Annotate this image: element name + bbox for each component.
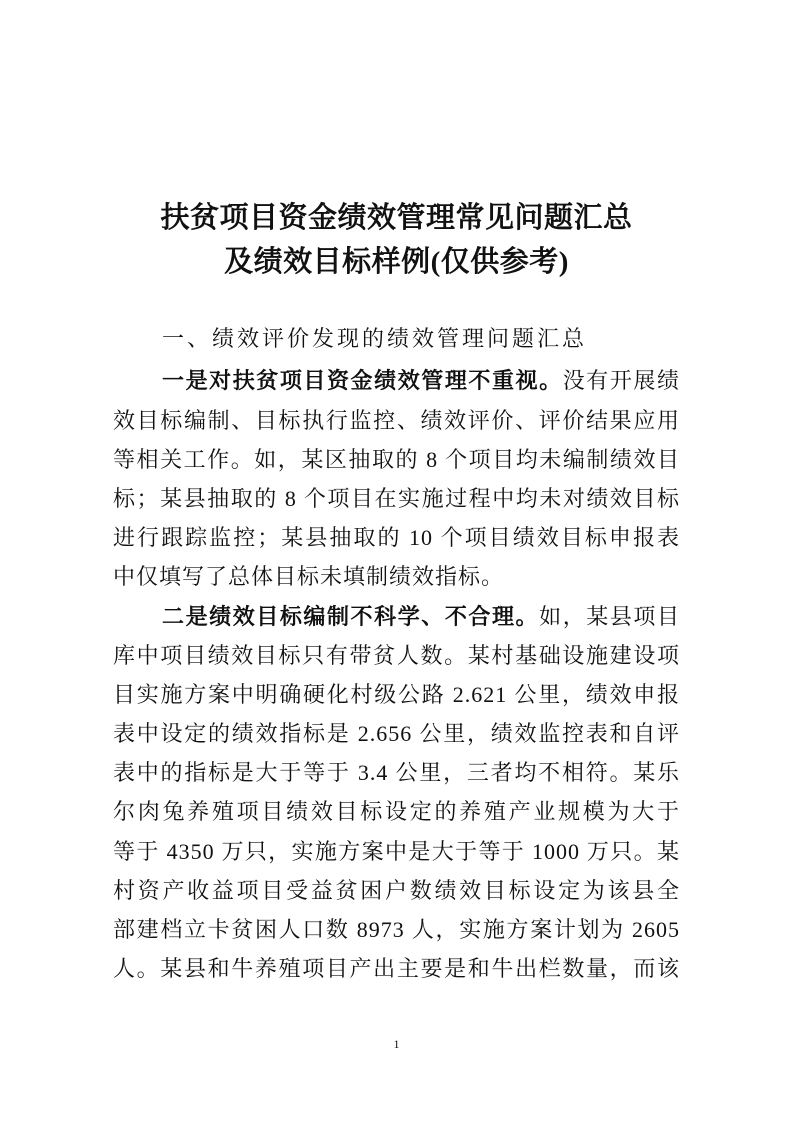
text-line: 等相关工作。如，某区抽取的 8 个项目均未编制绩效目: [113, 446, 680, 472]
paragraph-lead: 二是绩效目标编制不科学、不合理。: [162, 603, 540, 629]
text-line: 标；某县抽取的 8 个项目在实施过程中均未对绩效目标: [113, 485, 680, 511]
paragraph-2: [113, 597, 680, 989]
text-line: [113, 597, 680, 636]
text-line: 村资产收益项目受益贫困户数绩效目标设定为该县全: [113, 877, 680, 903]
text-line: 尔肉兔养殖项目绩效目标设定的养殖产业规模为大于: [113, 799, 680, 825]
text-run: 没有开展绩: [562, 368, 680, 394]
text-line: 等于 4350 万只，实施方案中是大于等于 1000 万只。某: [113, 838, 680, 864]
page-number: 1: [393, 1037, 400, 1051]
document-title: [0, 196, 793, 284]
section-heading: 一、绩效评价发现的绩效管理问题汇总: [162, 327, 588, 352]
paragraph-lead: 一是对扶贫项目资金绩效管理不重视。: [162, 368, 563, 394]
text-line: 进行跟踪监控；某县抽取的 10 个项目绩效目标申报表: [113, 525, 680, 551]
text-line: 中仅填写了总体目标未填制绩效指标。: [113, 564, 505, 590]
paragraph-1: [113, 361, 680, 596]
document-body: [113, 320, 680, 988]
title-line-1: 扶贫项目资金绩效管理常见问题汇总: [160, 202, 633, 234]
text-line: 人。某县和牛养殖项目产出主要是和牛出栏数量，而该: [113, 956, 680, 982]
text-line: [113, 361, 680, 400]
text-line: 库中项目绩效目标只有带贫人数。某村基础设施建设项: [113, 642, 680, 668]
text-line: 目实施方案中明确硬化村级公路 2.621 公里，绩效申报: [113, 681, 680, 707]
text-run: 如，某县项目: [539, 603, 680, 629]
text-line: 表中设定的绩效指标是 2.656 公里，绩效监控表和自评: [113, 721, 680, 747]
title-line-2: 及绩效目标样例(仅供参考): [224, 246, 569, 278]
text-line: 效目标编制、目标执行监控、绩效评价、评价结果应用: [113, 407, 680, 433]
text-line: 部建档立卡贫困人口数 8973 人，实施方案计划为 2605: [113, 917, 680, 942]
text-line: 表中的指标是大于等于 3.4 公里，三者均不相符。某乐: [113, 760, 680, 786]
